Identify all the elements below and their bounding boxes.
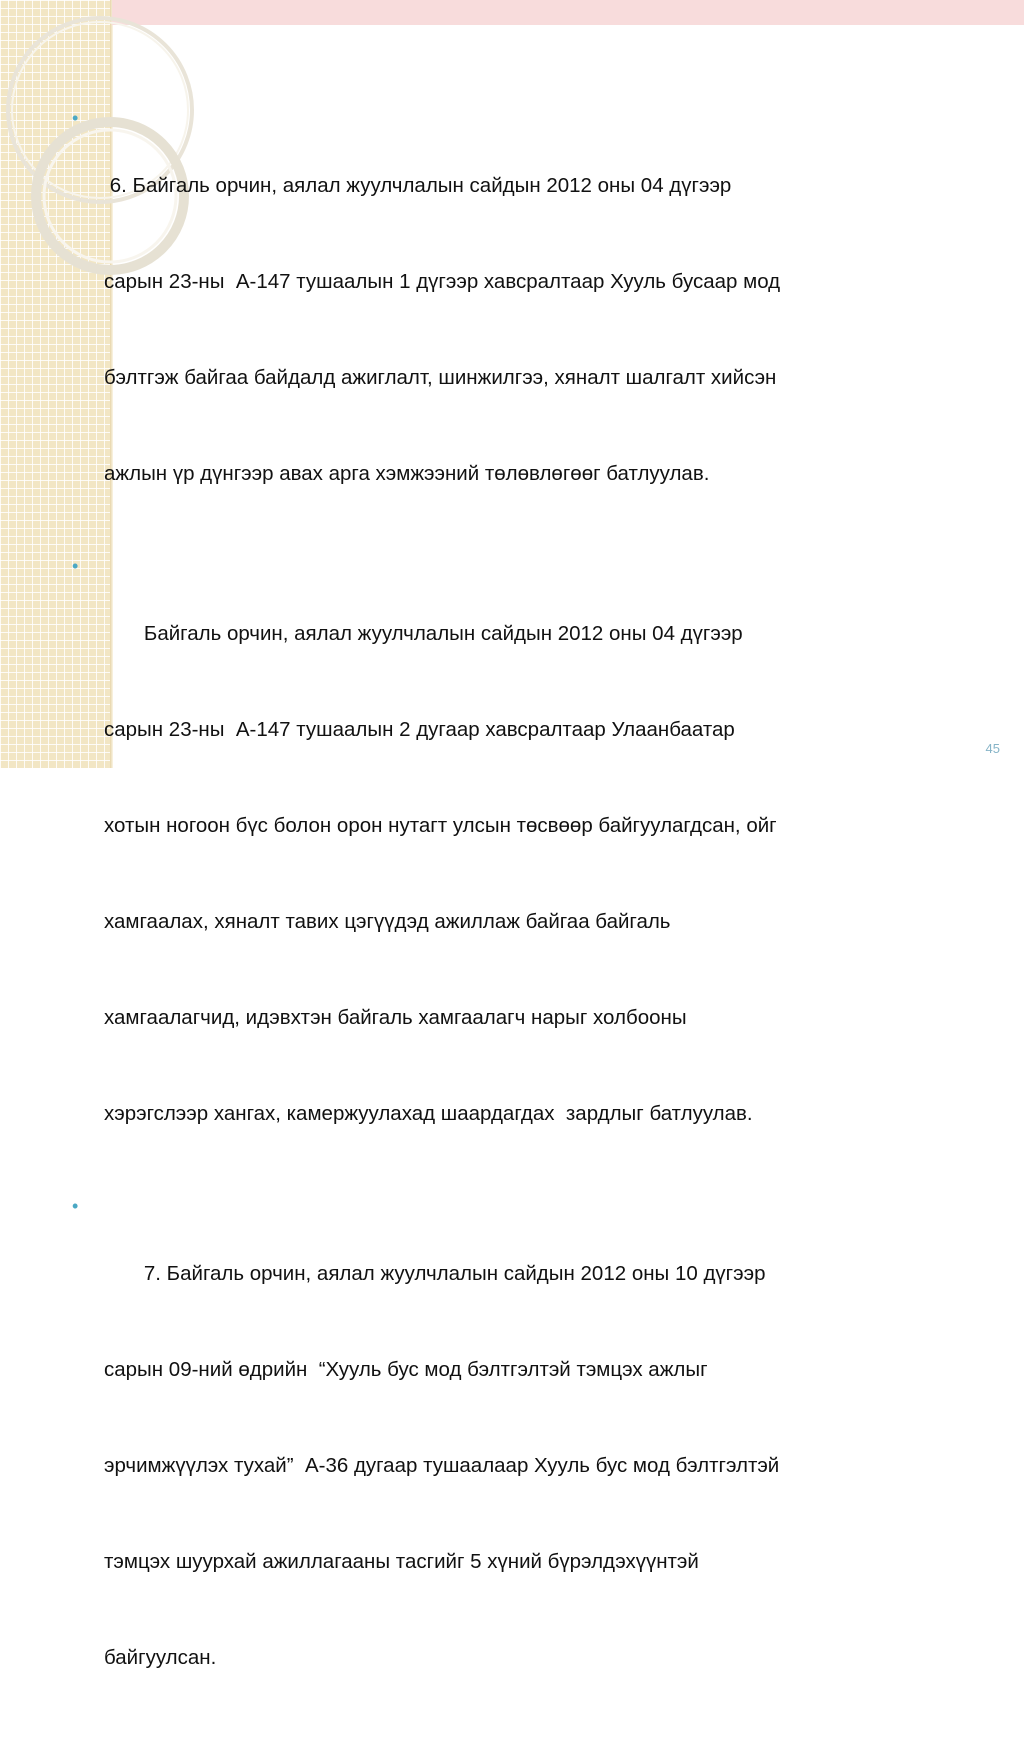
text-line: хамгаалах, хяналт тавих цэгүүдэд ажиллаж байгаа байгаль: [104, 910, 671, 933]
text-line: сарын 23-ны А-147 тушаалын 2 дугаар хавсралтаар Улаанбаатар: [104, 718, 735, 741]
paragraph-text: [104, 1194, 972, 1738]
text-line: байгуулсан.: [104, 1646, 217, 1669]
list-item: [72, 106, 972, 554]
bullet-dot-icon: •: [72, 556, 79, 576]
text-line: хотын ногоон бүс болон орон нутагт улсын төсвөөр байгуулагдсан, ойг: [104, 814, 777, 837]
bullet-dot-icon: •: [72, 108, 79, 128]
paragraph-text: [104, 554, 972, 1194]
paragraph-text: [104, 106, 972, 554]
text-line: 6. Байгаль орчин, аялал жуулчлалын сайдын 2012 оны 04 дүгээр: [104, 174, 732, 197]
page-number: 45: [985, 741, 1000, 756]
text-line: хамгаалагчид, идэвхтэн байгаль хамгаалагч нарыг холбооны: [104, 1006, 687, 1029]
text-line: эрчимжүүлэх тухай” А-36 дугаар тушаалаар Хууль бус мод бэлтгэлтэй: [104, 1454, 780, 1477]
list-item: [72, 1194, 972, 1738]
slide-body: [72, 106, 972, 1738]
text-line: ажлын үр дүнгээр авах арга хэмжээний төлөвлөгөөг батлуулав.: [104, 462, 710, 485]
text-line: 7. Байгаль орчин, аялал жуулчлалын сайдын 2012 оны 10 дүгээр: [104, 1262, 766, 1285]
list-item: [72, 554, 972, 1194]
text-line: сарын 23-ны А-147 тушаалын 1 дүгээр хавсралтаар Хууль бусаар мод: [104, 270, 781, 293]
text-line: бэлтгэж байгаа байдалд ажиглалт, шинжилгээ, хяналт шалгалт хийсэн: [104, 366, 777, 389]
text-line: сарын 09-ний өдрийн “Хууль бус мод бэлтгэлтэй тэмцэх ажлыг: [104, 1358, 708, 1381]
text-line: Байгаль орчин, аялал жуулчлалын сайдын 2012 оны 04 дүгээр: [104, 622, 743, 645]
text-line: тэмцэх шуурхай ажиллагааны тасгийг 5 хүний бүрэлдэхүүнтэй: [104, 1550, 699, 1573]
text-line: хэрэгслээр хангах, камержуулахад шаардагдах зардлыг батлуулав.: [104, 1102, 753, 1125]
bullet-dot-icon: •: [72, 1196, 79, 1216]
top-accent-bar: [112, 0, 1024, 25]
